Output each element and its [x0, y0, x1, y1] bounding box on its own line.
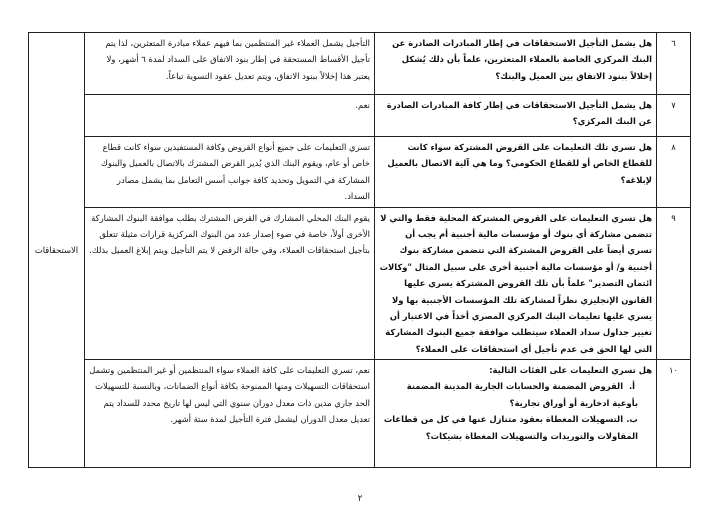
list-item: [379, 411, 638, 444]
question-cell: [375, 360, 657, 468]
list-marker: أ.: [628, 381, 636, 392]
list-marker: ب.: [626, 414, 638, 425]
table-row: [29, 33, 691, 95]
row-number: ٦: [657, 33, 691, 95]
row-number: ٨: [657, 137, 691, 208]
row-number: ٩: [657, 207, 691, 360]
answer-cell: يقوم البنك المحلي المشارك في القرض المشترك بطلب موافقة البنوك المشاركة الأخرى أولاً، خاصة في ضوء إصدار عدد من البنوك المركزية قرارات مثيلة تتعلق بتأجيل استحقاقات العملاء، وفي حالة الرفض لا يتم التأجيل ويتم إبلاغ العميل بذلك.: [85, 207, 375, 360]
table-row: [29, 95, 691, 137]
question-intro: هل تسري التعليمات على الفئات التالية:: [489, 365, 652, 376]
question-cell: هل تسري التعليمات على القروض المشتركة المحلية فقط والتي لا تتضمن مشاركة أي بنوك أو مؤسسات مالية أجنبية أم يجب أن تسري أيضاً على القروض المشتركة التي تتضمن مشاركة بنوك أجنبية و/ أو مؤسسات مالية أجنبية أخرى على سبيل المثال "وكالات ائتمان التصدير" علماً بأن تلك القروض المشتركة يسري عليها القانون الإنجليزي نظراً لمشاركة تلك المؤسسات الأجنبية بها ولا يسري عليها تعليمات البنك المركزي المصري أخذاً في الاعتبار أن تغيير جداول سداد العملاء سيتطلب موافقة جميع البنوك المشاركة التي لها الحق في عدم تأجيل أي استحقاقات على العملاء؟: [375, 207, 657, 360]
question-cell: هل يشمل التأجيل الاستحقاقات في إطار المبادرات الصادرة عن البنك المركزي الخاصة بالعملاء المتعثرين، علماً بأن ذلك يُشكل إخلالاً ببنود الاتفاق بين العميل والبنك؟: [375, 33, 657, 95]
list-item: [379, 378, 638, 411]
topic-cell: الاستحقاقات: [29, 33, 85, 468]
question-cell: هل يشمل التأجيل الاستحقاقات في إطار كافة المبادرات الصادرة عن البنك المركزي؟: [375, 95, 657, 137]
question-cell: هل تسري تلك التعليمات على القروض المشتركة سواء كانت للقطاع الخاص أو للقطاع الحكومي؟ وما هي آلية الاتصال بالعميل لإبلاغه؟: [375, 137, 657, 208]
list-item-text: التسهيلات المغطاة بعقود متنازل عنها في كل من قطاعات المقاولات والتوريدات والتسهيلات المغطاة بشيكات؟: [383, 414, 638, 441]
faq-table: [28, 32, 691, 468]
page-number: ٢: [357, 494, 363, 504]
answer-cell: نعم.: [85, 95, 375, 137]
sub-item-list: [379, 378, 652, 444]
list-item-text: القروض المضمنة والحسابات الجارية المدينة المضمنة بأوعية ادخارية أو أوراق تجارية؟: [406, 381, 638, 408]
table-row: [29, 360, 691, 468]
row-number: ١٠: [657, 360, 691, 468]
table-row: [29, 207, 691, 360]
answer-cell: تسري التعليمات على جميع أنواع القروض وكافة المستفيدين سواء كانت قطاع خاص أو عام، ويقوم البنك الذي يُدير القرض المشترك بالاتصال بالعميل والبنوك المشاركة في التمويل وتحديد كافة جوانب أسس التعامل بما يشمل مصادر السداد.: [85, 137, 375, 208]
answer-cell: التأجيل يشمل العملاء غير المنتظمين بما فيهم عملاء مبادرة المتعثرين، لذا يتم تأجيل الأقساط المستحقة في إطار بنود الاتفاق على السداد لمدة ٦ أشهر، ولا يعتبر هذا إخلالاً ببنود الاتفاق، ويتم تعديل عقود التسوية تباعاً.: [85, 33, 375, 95]
answer-cell: نعم، تسري التعليمات على كافة العملاء سواء المنتظمين أو غير المنتظمين وتشمل استحقاقات التسهيلات ومنها الممنوحة بكافة أنواع الضمانات، وبالنسبة للتسهيلات الحد جاري مدين ذات معدل دوران سنوي التي ليس لها تاريخ محدد للسداد يتم تعديل معدل الدوران ليشمل فترة التأجيل لمدة ستة أشهر.: [85, 360, 375, 468]
table-row: [29, 137, 691, 208]
row-number: ٧: [657, 95, 691, 137]
